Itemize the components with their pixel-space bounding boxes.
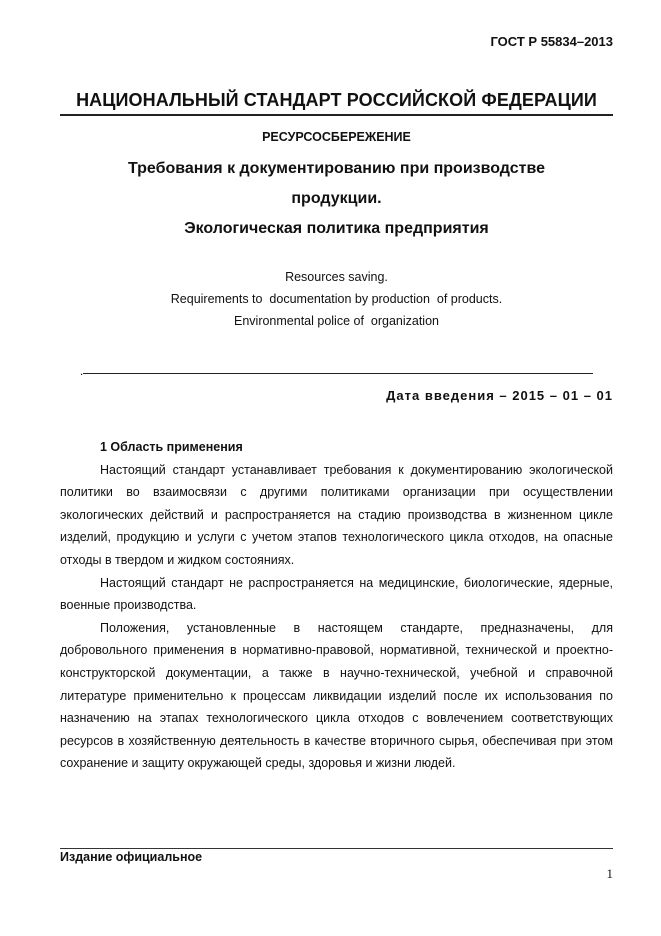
separator-rule	[83, 373, 593, 374]
title-ru-line-3: Экологическая политика предприятия	[184, 220, 489, 237]
title-en-line-3: Environmental police of organization	[234, 314, 439, 328]
paragraph: Положения, установленные в настоящем стандарте, предназначены, для добровольного применения в нормативно-правовой, нормативной, технической и проектно-конструкторской документации, а также в научно-технической, учебной и справочной литературе применительно к процессам ликвидации изделий после их использования по назначению на этапах технологического цикла отходов с вовлечением соответствующих ресурсов в хозяйственную деятельность в качестве вторичного сырья, обеспечивая при этом сохранение и защиту окружающей среды, здоровья и жизни людей.	[60, 620, 613, 771]
separator-mark: .	[79, 364, 84, 378]
title-en-line-1: Resources saving.	[285, 270, 388, 284]
paragraph: Настоящий стандарт не распространяется на медицинские, биологические, ядерные, военные производства.	[60, 575, 613, 613]
title-ru-line-1: Требования к документированию при производстве	[127, 160, 546, 177]
title-en-line-2: Requirements to documentation by production of products.	[170, 292, 503, 306]
section-heading: 1 Область применения	[100, 440, 243, 454]
footer-divider	[60, 848, 613, 849]
title-divider	[60, 114, 613, 116]
title-ru-line-2: продукции.	[291, 190, 382, 207]
introduction-date: Дата введения – 2015 – 01 – 01	[386, 388, 613, 403]
paragraph: Настоящий стандарт устанавливает требования к документированию экологической политики во взаимосвязи с другими политиками организации при осуществлении экологических действий и распространяется на стадию производства в жизненном цикле изделий, продукцию и услуги с учетом этапов технологического цикла отходов, на опасные отходы в твердом и жидком состояниях.	[60, 462, 613, 567]
standard-type-title: НАЦИОНАЛЬНЫЙ СТАНДАРТ РОССИЙСКОЙ ФЕДЕРАЦИИ	[76, 90, 597, 110]
section-scope	[60, 436, 613, 775]
separator-line	[60, 366, 613, 380]
subject-heading: РЕСУРСОСБЕРЕЖЕНИЕ	[262, 130, 411, 144]
document-title-en	[60, 266, 613, 332]
standard-code: ГОСТ Р 55834–2013	[490, 34, 613, 49]
page-number: 1	[606, 866, 613, 881]
document-title-ru	[60, 154, 613, 244]
edition-label: Издание официальное	[60, 850, 203, 864]
